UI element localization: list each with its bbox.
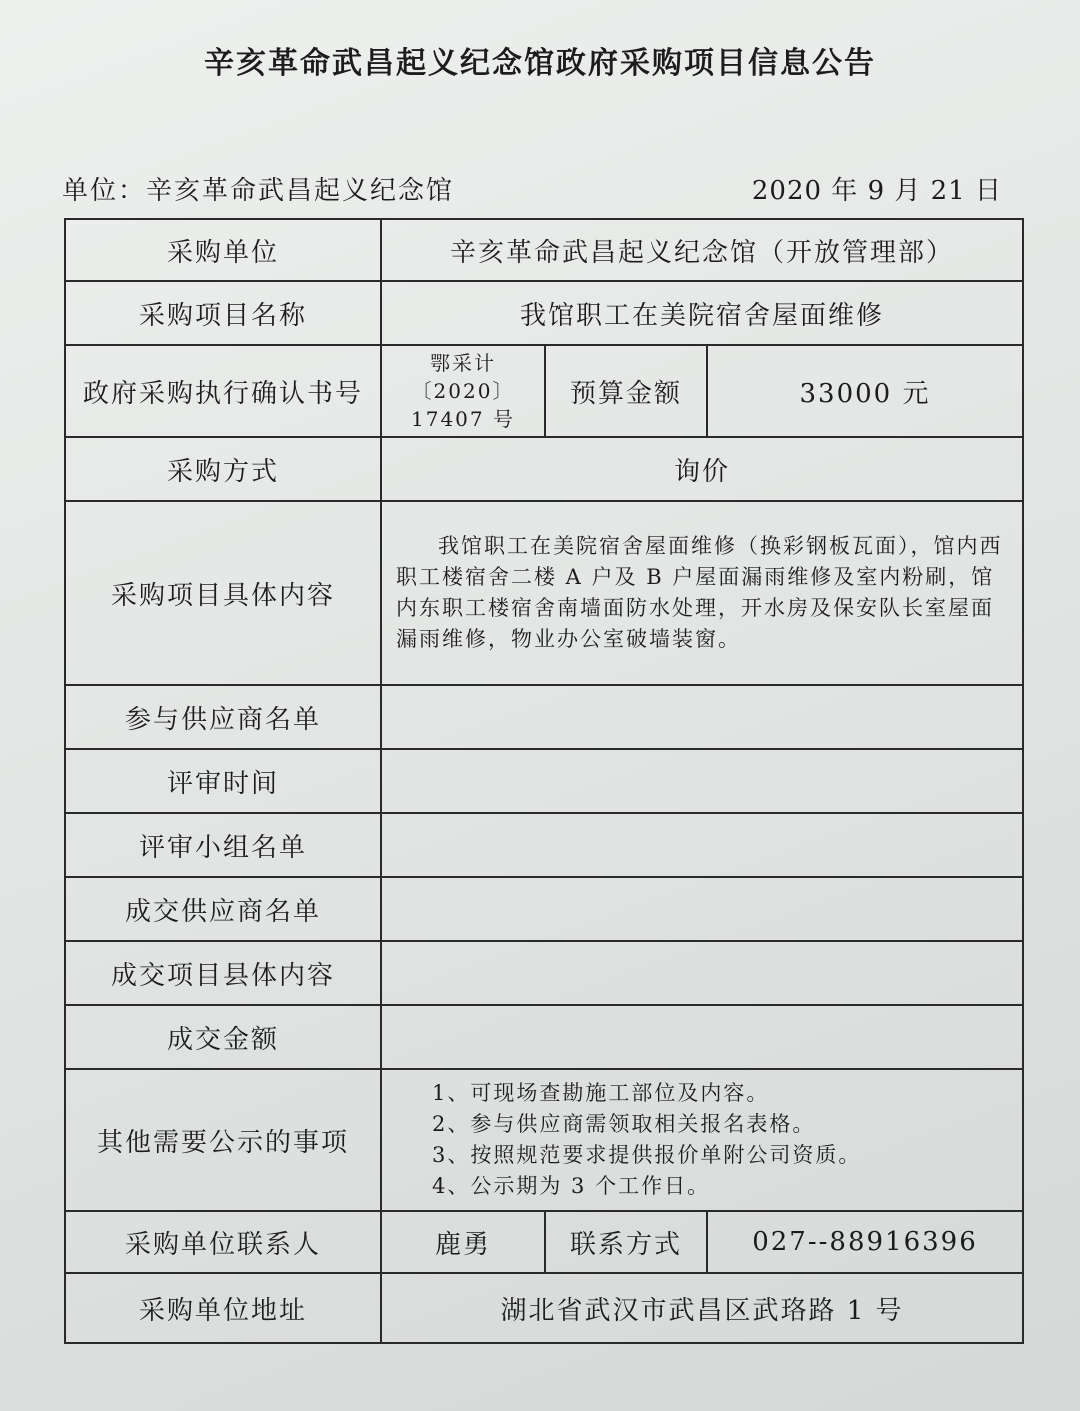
confirm-no-value — [381, 345, 545, 437]
unit-line: 单位：辛亥革命武昌起义纪念馆 — [62, 176, 455, 206]
address-label: 采购单位地址 — [65, 1273, 381, 1343]
note-item: 3、按照规范要求提供报价单附公司资质。 — [432, 1143, 862, 1167]
content-value-cell — [381, 501, 1023, 685]
row-address — [65, 1273, 1023, 1343]
row-project-name — [65, 281, 1023, 345]
row-deal-content — [65, 941, 1023, 1005]
row-content — [65, 501, 1023, 685]
phone-label: 联系方式 — [545, 1211, 707, 1273]
content-label: 采购项目具体内容 — [65, 501, 381, 685]
project-name-label: 采购项目名称 — [65, 281, 381, 345]
note-item: 2、参与供应商需领取相关报名表格。 — [432, 1112, 816, 1136]
method-value: 询价 — [381, 437, 1023, 501]
review-time-label: 评审时间 — [65, 749, 381, 813]
review-panel-label: 评审小组名单 — [65, 813, 381, 877]
phone-value: 027--88916396 — [707, 1211, 1023, 1273]
deal-content-label: 成交项目县体内容 — [65, 941, 381, 1005]
purchaser-label: 采购单位 — [65, 219, 381, 281]
review-time-value — [381, 749, 1023, 813]
row-purchaser — [65, 219, 1023, 281]
row-method — [65, 437, 1023, 501]
address-value: 湖北省武汉市武昌区武珞路 1 号 — [381, 1273, 1023, 1343]
deal-content-value — [381, 941, 1023, 1005]
row-confirm-budget — [65, 345, 1023, 437]
procurement-form-table — [64, 218, 1024, 1344]
suppliers-label: 参与供应商名单 — [65, 685, 381, 749]
purchaser-value: 辛亥革命武昌起义纪念馆（开放管理部） — [381, 219, 1023, 281]
review-panel-value — [381, 813, 1023, 877]
winner-value — [381, 877, 1023, 941]
confirm-no-label: 政府采购执行确认书号 — [65, 345, 381, 437]
method-label: 采购方式 — [65, 437, 381, 501]
note-item: 1、可现场查勘施工部位及内容。 — [432, 1081, 770, 1105]
confirm-no-line2: 〔2020〕 — [411, 379, 515, 403]
confirm-no-line1: 鄂采计 — [430, 351, 496, 375]
deal-amount-value — [381, 1005, 1023, 1069]
winner-label: 成交供应商名单 — [65, 877, 381, 941]
suppliers-value — [381, 685, 1023, 749]
document-title: 辛亥革命武昌起义纪念馆政府采购项目信息公告 — [204, 46, 876, 81]
date-line: 2020 年 9 月 21 日 — [751, 176, 1002, 206]
row-deal-amount — [65, 1005, 1023, 1069]
note-item: 4、公示期为 3 个工作日。 — [432, 1174, 711, 1198]
confirm-no-line3: 17407 号 — [411, 407, 515, 431]
row-notes — [65, 1069, 1023, 1211]
row-suppliers — [65, 685, 1023, 749]
content-value: 我馆职工在美院宿舍屋面维修（换彩钢板瓦面），馆内西职工楼宿舍二楼 A 户及 B 户屋面漏雨维修及室内粉刷，馆内东职工楼宿舍南墙面防水处理，开水房及保安队长室屋面漏雨维修，物业办公室破墙装窗。 — [396, 534, 1003, 651]
row-review-panel — [65, 813, 1023, 877]
notes-label: 其他需要公示的事项 — [65, 1069, 381, 1211]
notes-value — [381, 1069, 1023, 1211]
deal-amount-label: 成交金额 — [65, 1005, 381, 1069]
budget-label: 预算金额 — [545, 345, 707, 437]
row-winner — [65, 877, 1023, 941]
contact-value: 鹿勇 — [381, 1211, 545, 1273]
row-review-time — [65, 749, 1023, 813]
budget-value: 33000 元 — [707, 345, 1023, 437]
row-contact — [65, 1211, 1023, 1273]
project-name-value: 我馆职工在美院宿舍屋面维修 — [381, 281, 1023, 345]
contact-label: 采购单位联系人 — [65, 1211, 381, 1273]
